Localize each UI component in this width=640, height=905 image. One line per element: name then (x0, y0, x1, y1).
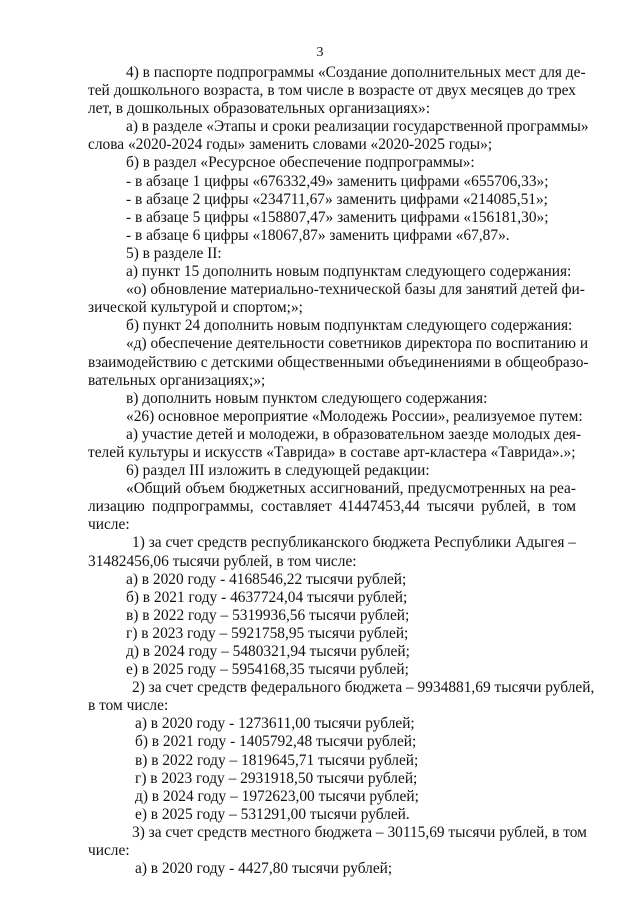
text-line: в) в 2022 году – 1819645,71 тысячи рублей; (135, 751, 419, 769)
text-line: г) в 2023 году – 2931918,50 тысячи рублей; (135, 769, 418, 787)
text-line: 2) за счет средств федерального бюджета – 9934881,69 тысячи рублей, (132, 679, 595, 697)
text-line: числе: (88, 516, 130, 534)
text-line: б) в 2021 году - 1405792,48 тысячи рублей; (135, 733, 417, 751)
text-line: в) в 2022 году – 5319936,56 тысячи рублей; (126, 606, 410, 624)
text-line: 31482456,06 тысячи рублей, в том числе: (88, 552, 357, 570)
text-line: - в абзаце 2 цифры «234711,67» заменить цифрами «214085,51»; (126, 190, 548, 208)
text-line: 5) в разделе II: (126, 244, 222, 262)
text-line: д) в 2024 году – 1972623,00 тысячи рублей; (135, 787, 419, 805)
text-line: в том числе: (88, 697, 169, 715)
text-line: взаимодействию с детскими общественными объединениями в общеобразо- (88, 353, 589, 371)
text-line: «д) обеспечение деятельности советников директора по воспитанию и (126, 335, 589, 353)
text-line: 1) за счет средств республиканского бюджета Республики Адыгея – (132, 534, 576, 552)
text-line: - в абзаце 5 цифры «158807,47» заменить цифрами «156181,30»; (126, 208, 549, 226)
text-line: а) в 2020 году - 4168546,22 тысячи рублей; (126, 570, 407, 588)
text-line: лизацию подпрограммы, составляет 41447453,44 тысячи рублей, в том (88, 498, 576, 516)
text-line: 6) раздел III изложить в следующей редакции: (126, 462, 430, 480)
text-line: а) в 2020 году - 4427,80 тысячи рублей; (135, 860, 393, 878)
text-line: е) в 2025 году – 531291,00 тысячи рублей. (135, 805, 410, 823)
text-line: слова «2020-2024 годы» заменить словами «2020-2025 годы»; (88, 136, 493, 154)
text-line: б) в 2021 году - 4637724,04 тысячи рублей; (126, 588, 408, 606)
text-line: б) в раздел «Ресурсное обеспечение подпрограммы»: (126, 154, 475, 172)
text-line: а) участие детей и молодежи, в образовательном заезде молодых дея- (126, 425, 582, 443)
text-line: «26) основное мероприятие «Молодежь России», реализуемое путем: (126, 407, 583, 425)
text-line: тей дошкольного возраста, в том числе в возрасте от двух месяцев до трех (88, 82, 576, 100)
text-line: - в абзаце 1 цифры «676332,49» заменить цифрами «655706,33»; (126, 172, 549, 190)
text-line: лет, в дошкольных образовательных организациях»: (88, 100, 431, 118)
text-line: «о) обновление материально-технической базы для занятий детей фи- (126, 281, 585, 299)
text-line: б) пункт 24 дополнить новым подпунктам следующего содержания: (126, 317, 573, 335)
text-line: а) пункт 15 дополнить новым подпунктам следующего содержания: (126, 263, 572, 281)
text-line: е) в 2025 году – 5954168,35 тысячи рублей; (126, 661, 409, 679)
text-line: 4) в паспорте подпрограммы «Создание дополнительных мест для де- (126, 64, 586, 81)
text-line: телей культуры и искусств «Таврида» в составе арт-кластера «Таврида».»; (88, 443, 576, 461)
document-body (88, 64, 595, 878)
text-line: вательных организациях;»; (88, 371, 266, 389)
text-line: д) в 2024 году – 5480321,94 тысячи рублей; (126, 643, 410, 660)
text-line: - в абзаце 6 цифры «18067,87» заменить цифрами «67,87». (126, 226, 510, 244)
text-line: в) дополнить новым пунктом следующего содержания: (126, 389, 488, 407)
text-line: а) в 2020 году - 1273611,00 тысячи рублей; (135, 715, 415, 733)
text-line: г) в 2023 году – 5921758,95 тысячи рублей; (126, 624, 409, 642)
text-line: числе: (88, 842, 130, 860)
text-line: 3) за счет средств местного бюджета – 30115,69 тысячи рублей, в том (132, 823, 587, 841)
text-line: а) в разделе «Этапы и сроки реализации государственной программы» (126, 118, 589, 136)
text-line: зической культурой и спортом;»; (88, 299, 303, 317)
page-number: 3 (316, 45, 324, 60)
text-line: «Общий объем бюджетных ассигнований, предусмотренных на реа- (126, 480, 576, 498)
